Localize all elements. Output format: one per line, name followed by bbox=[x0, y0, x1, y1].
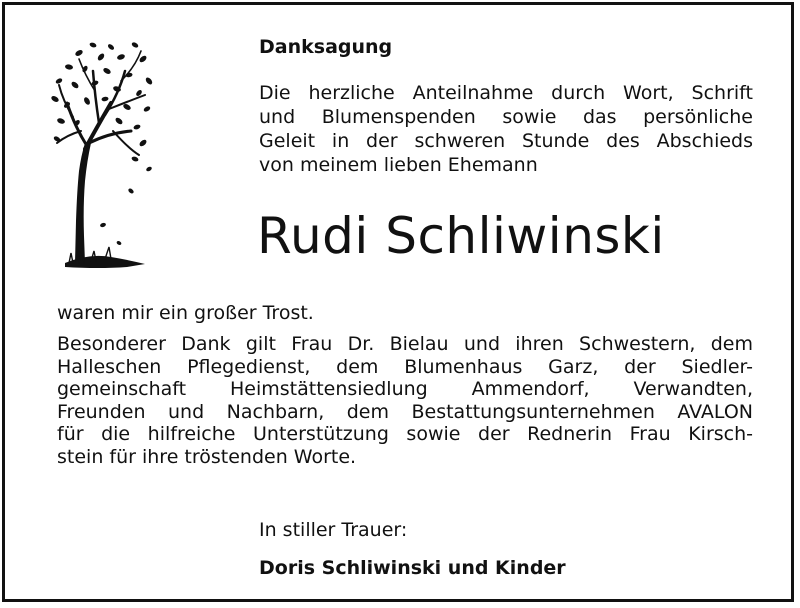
after-name-text: waren mir ein großer Trost. bbox=[57, 302, 314, 324]
thanks-line: Besonderer Dank gilt Frau Dr. Bielau und ihren Schwestern, dem bbox=[57, 333, 753, 355]
thanks-paragraph bbox=[57, 333, 753, 468]
signature: Doris Schliwinski und Kinder bbox=[259, 557, 566, 579]
mourning-phrase: In stiller Trauer: bbox=[259, 519, 408, 541]
intro-line: Die herzliche Anteilnahme durch Wort, Schrift bbox=[259, 82, 753, 104]
thanks-line: stein für ihre tröstenden Worte. bbox=[57, 445, 357, 468]
deceased-name: Rudi Schliwinski bbox=[257, 207, 665, 265]
notice-heading: Danksagung bbox=[259, 36, 393, 58]
thanks-line: Freunden und Nachbarn, dem Bestattungsunternehmen AVALON bbox=[57, 400, 753, 423]
intro-line: Geleit in der schweren Stunde des Abschieds bbox=[259, 130, 753, 152]
tree-icon bbox=[49, 31, 159, 276]
thanks-line: Halleschen Pflegedienst, dem Blumenhaus Garz, der Siedler- bbox=[57, 355, 753, 378]
thanks-line: gemeinschaft Heimstättensiedlung Ammendorf, Verwandten, bbox=[57, 378, 753, 400]
thanks-line: für die hilfreiche Unterstützung sowie der Rednerin Frau Kirsch- bbox=[57, 423, 753, 445]
notice-frame bbox=[2, 2, 794, 602]
intro-line: von meinem lieben Ehemann bbox=[259, 154, 538, 176]
intro-line: und Blumenspenden sowie das persönliche bbox=[259, 106, 753, 128]
intro-paragraph bbox=[259, 81, 753, 177]
